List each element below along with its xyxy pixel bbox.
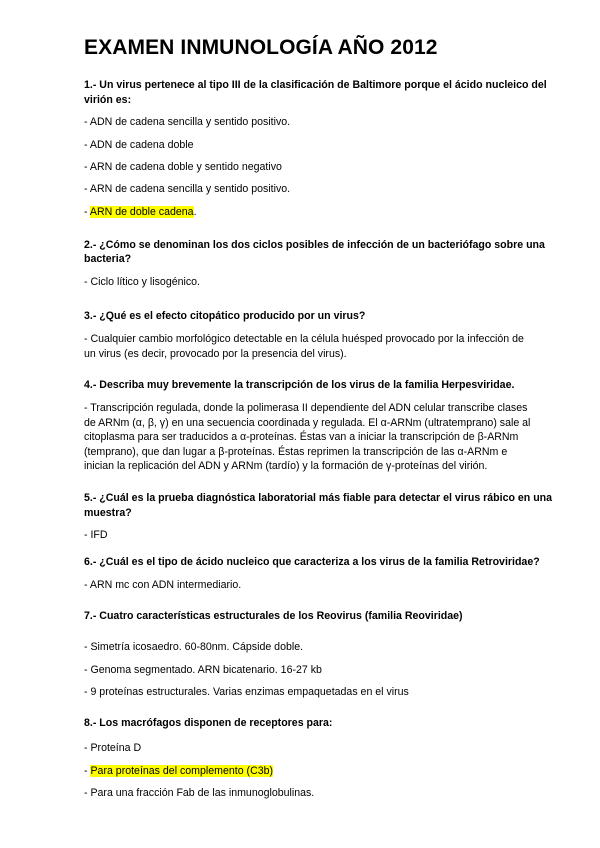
answer-8-option-2 [84, 764, 273, 778]
question-4-line-1: 4.- Describa muy brevemente la transcripción de los virus de la familia Herpesviridae. [84, 379, 515, 391]
question-8-line-1: 8.- Los macrófagos disponen de receptores para: [84, 717, 333, 729]
question-1-line-1: 1.- Un virus pertenece al tipo III de la clasificación de Baltimore porque el ácido nucleico del [84, 79, 547, 91]
answer-1-option-5 [84, 205, 197, 219]
answer-4-line-4: (temprano), que dan lugar a β-proteínas. Éstas reprimen la transcripción de las α-ARNm e [84, 446, 508, 458]
question-1-line-2: virión es: [84, 94, 132, 106]
answer-8-option-3: - Para una fracción Fab de las inmunoglobulinas. [84, 787, 315, 799]
answer-3-line-2: un virus (es decir, provocado por la presencia del virus). [84, 348, 347, 360]
answer-4-line-5: inician la replicación del ADN y ARNm (tardío) y la formación de γ-proteínas del virión. [84, 460, 488, 472]
page-title: EXAMEN INMUNOLOGÍA AÑO 2012 [84, 36, 438, 59]
answer-end: . [193, 206, 197, 218]
question-2-line-2: bacteria? [84, 253, 132, 265]
highlighted-answer: Para proteínas del complemento (C3b) [90, 765, 274, 777]
answer-4-line-2: de ARNm (α, β, γ) en una secuencia coordinada y regulada. El α-ARNm (ultratemprano) sale al [84, 417, 531, 429]
answer-7-line-3: - 9 proteínas estructurales. Varias enzimas empaquetadas en el virus [84, 686, 409, 698]
question-3-line-1: 3.- ¿Qué es el efecto citopático producido por un virus? [84, 310, 366, 322]
answer-8-option-1: - Proteína D [84, 742, 142, 754]
answer-dash: - [84, 206, 90, 218]
answer-1-option-2: - ADN de cadena doble [84, 139, 194, 151]
answer-1-option-3: - ARN de cadena doble y sentido negativo [84, 161, 282, 173]
answer-6: - ARN mc con ADN intermediario. [84, 579, 242, 591]
question-5-line-2: muestra? [84, 507, 132, 519]
answer-dash: - [84, 765, 91, 777]
answer-7-line-2: - Genoma segmentado. ARN bicatenario. 16-27 kb [84, 664, 322, 676]
answer-1-option-4: - ARN de cadena sencilla y sentido positivo. [84, 183, 291, 195]
question-5-line-1: 5.- ¿Cuál es la prueba diagnóstica laboratorial más fiable para detectar el virus rábico en una [84, 492, 553, 504]
question-6-line-1: 6.- ¿Cuál es el tipo de ácido nucleico que caracteriza a los virus de la familia Retroviridae? [84, 556, 540, 568]
question-2-line-1: 2.- ¿Cómo se denominan los dos ciclos posibles de infección de un bacteriófago sobre una [84, 239, 545, 251]
highlighted-answer: ARN de doble cadena [89, 206, 194, 218]
answer-5: - IFD [84, 529, 108, 541]
question-7-line-1: 7.- Cuatro características estructurales de los Reovirus (familia Reoviridae) [84, 610, 463, 622]
answer-4-line-3: citoplasma para ser traducidos a α-proteínas. Éstas van a iniciar la transcripción de β-ARNm [84, 431, 519, 443]
answer-3-line-1: - Cualquier cambio morfológico detectable en la célula huésped provocado por la infección de [84, 333, 524, 345]
answer-1-option-1: - ADN de cadena sencilla y sentido positivo. [84, 116, 291, 128]
answer-7-line-1: - Simetría icosaedro. 60-80nm. Cápside doble. [84, 641, 304, 653]
answer-2: - Ciclo lítico y lisogénico. [84, 276, 200, 288]
answer-4-line-1: - Transcripción regulada, donde la polimerasa II dependiente del ADN celular transcribe clases [84, 402, 528, 414]
